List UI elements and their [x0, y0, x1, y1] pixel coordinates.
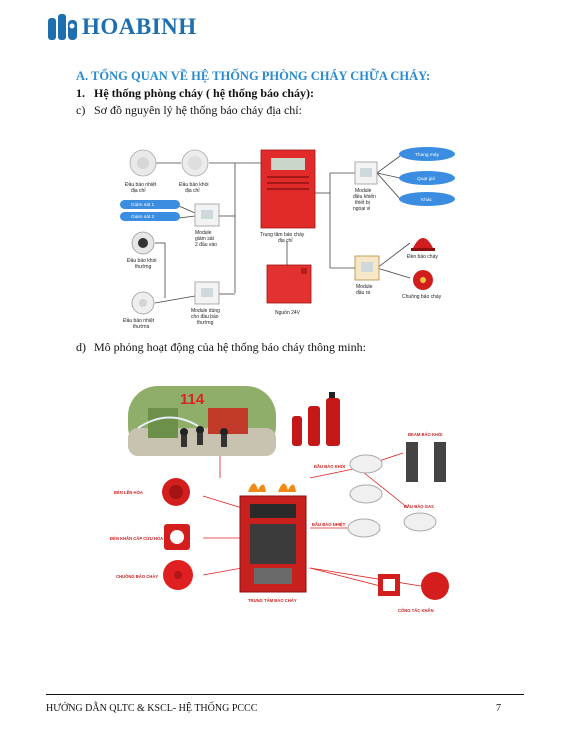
- alarm-bell-icon: [413, 270, 433, 290]
- output-module-icon: [355, 256, 379, 280]
- section-heading-a: A. TỔNG QUAN VỀ HỆ THỐNG PHÒNG CHÁY CHỮA CHÁY:: [76, 69, 431, 83]
- conventional-heat-label-1: Đầu báo nhiệt: [123, 318, 155, 324]
- subheading-d: [76, 340, 366, 355]
- call-point-label: ĐÈN KHẨN CẤP CỨU HỎA: [110, 536, 164, 541]
- other-pill: [399, 192, 455, 206]
- bell-icon: [163, 560, 193, 590]
- item-number: d): [76, 340, 86, 354]
- input-module-label-2: giám sát: [195, 236, 214, 242]
- smoke-detector-label: Đầu báo khói: [179, 182, 209, 188]
- smoke-label: ĐẦU BÁO KHÓI: [314, 464, 346, 469]
- conventional-heat-label-2: thường: [133, 324, 150, 328]
- input-module-label-1: Module: [195, 230, 212, 236]
- fire-control-panel-icon: [240, 496, 306, 592]
- siren-label: ĐÈN LÊN HÒA: [114, 490, 143, 495]
- subheading-c: [76, 103, 302, 118]
- fire-alarm-panel-icon: [261, 150, 315, 228]
- smart-fire-alarm-illustration: [108, 368, 470, 616]
- input-module-label-3: 2 đầu vào: [195, 242, 217, 248]
- emergency-call-point-icon: [164, 524, 190, 550]
- heat-label: ĐẦU BÁO NHIỆT: [312, 522, 346, 527]
- strobe-light-icon: [411, 238, 435, 251]
- conventional-smoke-label-2: thường: [135, 264, 152, 270]
- power-supply-label: Nguồn 24V: [275, 310, 301, 316]
- strobe-label: Đèn báo cháy: [407, 254, 438, 260]
- conventional-module-label-3: thường: [197, 320, 214, 326]
- elevator-label: Thang máy: [415, 153, 439, 158]
- item-number: 1.: [76, 86, 85, 100]
- conventional-heat-detector-icon: [132, 292, 154, 314]
- footer-text: HƯỚNG DẪN QLTC & KSCL- HỆ THỐNG PCCC: [46, 703, 258, 714]
- flame-icon: [248, 483, 296, 492]
- control-module-label-4: ngoại vi: [353, 206, 371, 212]
- fire-alarm-schematic: [115, 128, 468, 328]
- emergency-switch-icon: [378, 574, 400, 596]
- bell-label: Chuông báo cháy: [402, 294, 442, 300]
- output-module-label-1: Module: [356, 284, 373, 290]
- company-logo: [46, 12, 216, 44]
- gas-detector-icon: [404, 513, 436, 531]
- fan-pill: [399, 171, 455, 185]
- bell-label: CHUÔNG BÁO CHÁY: [116, 574, 159, 579]
- fan-label: Quạt gió: [417, 177, 436, 182]
- item-text: Mô phỏng hoạt động của hệ thống báo cháy thông minh:: [94, 340, 366, 354]
- conventional-module-label-2: cho đầu báo: [191, 314, 219, 320]
- monitor-1-pill: [120, 200, 180, 209]
- addressable-smoke-detector-icon: [182, 150, 208, 176]
- footer-divider: [46, 694, 524, 695]
- item-number: c): [76, 103, 86, 117]
- item-text: Hệ thống phòng cháy ( hệ thống báo cháy):: [94, 86, 315, 100]
- control-module-icon: [355, 162, 377, 184]
- emergency-number-badge: 114: [180, 391, 205, 408]
- control-module-label-2: điều khiển: [353, 194, 376, 200]
- monitor-2-pill: [120, 212, 180, 221]
- conventional-module-label-1: Module dùng: [191, 308, 220, 314]
- heat-detector-label-2: địa chỉ: [131, 188, 146, 194]
- panel-label-1: Trung tâm báo cháy: [260, 232, 305, 238]
- elevator-pill: [399, 147, 455, 161]
- conventional-smoke-label-1: Đầu báo khói: [127, 258, 157, 264]
- conventional-module-icon: [195, 282, 219, 304]
- switch-label: CÔNG TẮC KHẨN: [398, 608, 434, 613]
- alarm-bell-icon: [421, 572, 449, 600]
- heat-detector-icon: [348, 519, 380, 537]
- beam-detector-icon: [406, 442, 446, 482]
- subheading-1: [76, 86, 314, 101]
- fire-extinguishers-icon: [292, 392, 340, 446]
- gas-label: ĐẦU BÁO GAS: [404, 504, 434, 509]
- siren-icon: [162, 478, 190, 506]
- panel-label-2: địa chỉ: [278, 238, 293, 244]
- input-module-icon: [195, 204, 219, 226]
- other-label: Khác: [421, 198, 432, 203]
- page-number: 7: [496, 703, 501, 714]
- beam-label: BEAM BÁO KHÓI: [408, 432, 443, 437]
- control-module-label-1: Module: [355, 188, 372, 194]
- logo-mark-icon: [46, 12, 80, 44]
- power-supply-icon: [267, 265, 311, 303]
- logo-text: HOABINH: [82, 14, 197, 39]
- conventional-smoke-detector-icon: [132, 232, 154, 254]
- output-module-label-2: đầu ra: [356, 290, 371, 296]
- addressable-heat-detector-icon: [130, 150, 156, 176]
- heat-detector-label: Đầu báo nhiệt: [125, 182, 157, 188]
- monitor-2-label: Giám sát 2: [131, 215, 155, 220]
- monitor-1-label: Giám sát 1: [131, 203, 155, 208]
- smoke-detector-label-2: địa chỉ: [185, 188, 200, 194]
- control-module-label-3: thiết bị: [355, 200, 370, 206]
- item-text: Sơ đồ nguyên lý hệ thống báo cháy địa chỉ:: [94, 103, 302, 117]
- smoke-detector-icon: [350, 455, 382, 503]
- panel-caption: TRUNG TÂM BÁO CHÁY: [248, 598, 297, 603]
